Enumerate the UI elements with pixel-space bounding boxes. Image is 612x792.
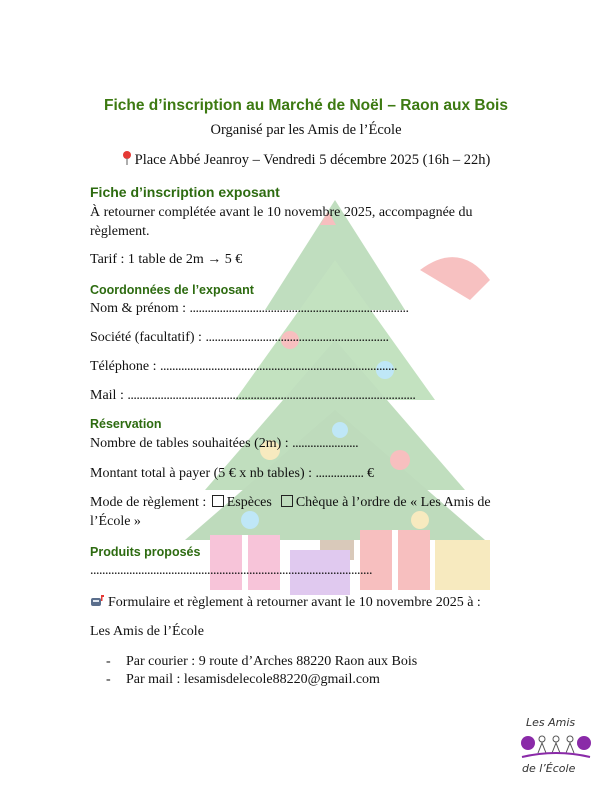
- intro-line-2: règlement.: [90, 224, 150, 239]
- societe-dots: .............................................................: [205, 330, 389, 345]
- bullet: -: [106, 672, 111, 687]
- cheque-label-line2: l’École »: [90, 514, 141, 529]
- event-place-text: Place Abbé Jeanroy – Vendredi 5 décembre 2025 (16h – 22h): [134, 152, 491, 168]
- produits-heading: Produits proposés: [90, 545, 201, 559]
- list-item: [106, 672, 380, 688]
- cheque-checkbox[interactable]: [281, 495, 293, 507]
- reservation-heading: Réservation: [90, 417, 162, 431]
- societe-field[interactable]: [90, 330, 388, 346]
- societe-label: Société (facultatif) :: [90, 330, 202, 345]
- cheque-label: Chèque à l’ordre de « Les Amis de: [295, 495, 491, 510]
- mail-field[interactable]: [90, 388, 415, 404]
- tables-field[interactable]: [90, 436, 358, 452]
- nom-label: Nom & prénom :: [90, 301, 187, 316]
- logo-line-2: de l’École: [522, 762, 576, 775]
- mail-label: Mail :: [90, 388, 124, 403]
- montant-field[interactable]: [90, 466, 374, 482]
- mail-dots: ................................................................................................: [127, 388, 416, 403]
- payment-mode-label: Mode de règlement :: [90, 495, 207, 510]
- page-title: Fiche d’inscription au Marché de Noël – Raon aux Bois: [104, 97, 508, 114]
- event-place: [0, 150, 612, 169]
- coordonnees-heading: Coordonnées de l’exposant: [90, 283, 254, 297]
- bullet: -: [106, 654, 111, 669]
- telephone-label: Téléphone :: [90, 359, 157, 374]
- payment-mode-row: [90, 495, 491, 511]
- especes-checkbox[interactable]: [212, 495, 224, 507]
- montant-unit: €: [367, 466, 374, 481]
- logo-line-1: Les Amis: [526, 716, 576, 729]
- children-hands-icon: [518, 731, 594, 761]
- montant-label: Montant total à payer (5 € x nb tables) :: [90, 466, 312, 481]
- les-amis-logo: [516, 716, 596, 778]
- tarif-text: Tarif : 1 table de 2m → 5 €: [90, 252, 243, 267]
- mailbox-icon: [90, 595, 104, 607]
- recipient-name: Les Amis de l’École: [90, 624, 204, 639]
- especes-label: Espèces: [226, 495, 272, 510]
- organizer-subtitle: Organisé par les Amis de l’École: [210, 122, 402, 138]
- tables-label: Nombre de tables souhaitées (2m) :: [90, 436, 289, 451]
- montant-dots: ................: [315, 466, 364, 481]
- exposant-heading: Fiche d’inscription exposant: [90, 184, 280, 200]
- pushpin-icon: [122, 151, 132, 165]
- list-item: [106, 654, 418, 670]
- produits-field[interactable]: ..............................................................................................: [90, 563, 372, 578]
- tables-dots: ......................: [292, 436, 359, 451]
- retour-text-row: [90, 594, 481, 611]
- nom-dots: .........................................................................: [189, 301, 409, 316]
- intro-line-1: À retourner complétée avant le 10 novembre 2025, accompagnée du: [90, 205, 473, 220]
- telephone-dots: ...............................................................................: [159, 359, 397, 374]
- nom-field[interactable]: [90, 301, 409, 317]
- telephone-field[interactable]: [90, 359, 397, 375]
- retour-text: Formulaire et règlement à retourner avant le 10 novembre 2025 à :: [108, 595, 481, 610]
- email-address[interactable]: Par mail : lesamisdelecole88220@gmail.com: [126, 672, 380, 687]
- courier-address: Par courier : 9 route d’Arches 88220 Raon aux Bois: [126, 654, 418, 669]
